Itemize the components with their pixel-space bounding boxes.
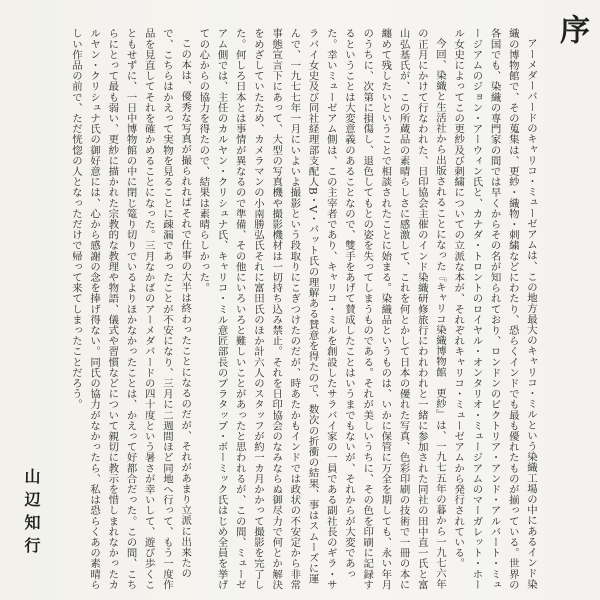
page-title: 序 <box>554 14 589 44</box>
author-name: 山辺知行 <box>22 468 41 560</box>
paragraph-1: アーメダーバードのキャリコ・ミューゼアムは、この地方最大のキャリコ・ミルという染織工場の中にあるインド染織の博物館で、その蒐集は、更紗・織物・刺繍などにわたり、恐らくインドでも最も優れたものが揃っている。世界の各国でも、染織の専門家の間では早くからその名が知られており、ロンドンのビクトリア・アンド・アルバート・ミュージアムのジョン・アーウィン氏と、カナダ・トロントのロイヤル・オンタリオ・ミュージアムのマーガレット・ホール女史によってこの更紗及び刺繍についての立派な本が、それぞれキャリコ・ミューゼアムから発行されている。 <box>452 28 537 590</box>
preface-body <box>40 28 540 594</box>
paragraph-3: この本は、優秀な写真が撮られればそれで仕事の大半は終わったことになるのだが、それがあまり立派に出来たので、こちらはかえって実物を見ることに疎漏であったことが不安になり、三月に二週間ほど同地へ行って、もう一度作品を見直してそれを確かめることになった。三月なかばのアーメダバードの四十度という暑さが幸いして、遊び歩くこともせずに、一日中博物館の中に閉じ篭り切りでいるよりほかなかったことは、かえって好都合だった。この間、こちらにとって最も弱い、更紗に描かれた宗教的な教理や物語、儀式や習慣などについて親切に教示を惜しまれなかったカルヤン・クリシュナ氏の御好意には、心から感謝の念を捧げ得ない。同氏の協力がなかったら、私は恐らくあの素晴らしい作品の前で、ただ恍惚の人となっただけで帰って来てしまったことだろう。 <box>69 28 192 590</box>
paragraph-2: 今回、染織と生活社から出版されることになった『キャリコ染織博物館 更紗』は、一九七五年の暮から一九七六年の正月にかけて行なわれた、日印協会主催のインド染織研修旅行にわれわれと一緒に参加された同社の田中直一氏と富山弘基氏が、この所蔵品の素晴らしさに感激して、これを何とかして日本の優れた写真、色彩印刷の技術で一冊の本に纏めて残したいということで相談されたことに始まる。染織品というものは、いかに保管に万全を期しても、永い年月のうちに、次第に損傷し、退色してもとの姿を失ってしまうものである。それが美しいうちに、その色を印刷に記録するということは大変意義のあることなので、雙手をあげて賛成したことはいうまでもないが、それからが大変であった。幸いミューゼアム側は、この主宰者であり、キャリコ・ミルを創設したサラバイ家の一員である副社長のギラ・サラバイ女史及び同社経理部支配人B・V・バット氏の理解ある賛意を得たので、数次の折衝の結果、事はスムーズに運んで、一九七七年一月にいよいよ撮影という段取りにこぎつけたのだが、時あたかもインドでは政状の不安定から非常事態宣言下にあって、大型の写真機や撮影機材は一切持ち込み禁止。それを日印協会のなみならぬ御尽力で何とか解決をめざしていたため、カメラマンの小南勝弘氏それに富田氏のほか計六人のスタッフが約一カ月かかって撮影を完了した。何しろ日本とは事情が異なるので準備、その他にいろいろと難しいことがあったと思われるが、この間、ミューゼアム側では、主任のカルヤン・クリシュナ氏、キャリコ・ミル意匠部長のプラタップ・ボーミック氏はじめ全員を挙げての心からの協力を得たので、結果は素晴らしかった。 <box>197 28 446 590</box>
